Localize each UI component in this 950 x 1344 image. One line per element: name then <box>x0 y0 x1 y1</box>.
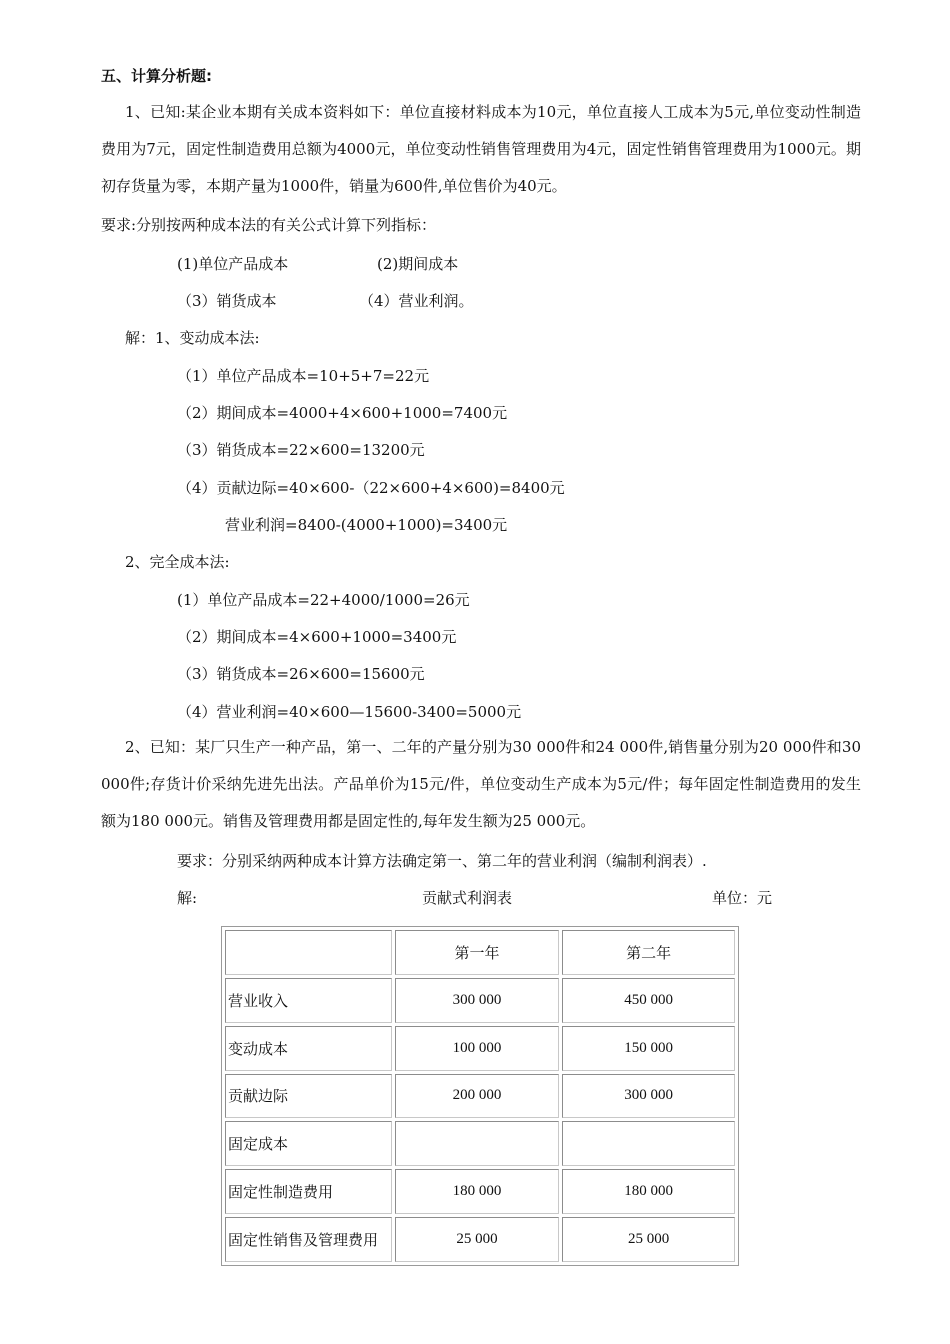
year-2-value: 150 000 <box>562 1026 735 1071</box>
table-row <box>225 1217 735 1262</box>
year-2-value <box>562 1121 735 1166</box>
requirement-item-3: （3）销货成本 <box>177 292 277 310</box>
table-title: 贡献式利润表 <box>422 889 513 907</box>
profit-table-container <box>221 926 739 1266</box>
requirement-item-1: (1)单位产品成本 <box>177 255 289 273</box>
section-title: 五、计算分析题: <box>101 67 212 85</box>
year-1-value: 25 000 <box>395 1217 560 1262</box>
full-cost-line-2: （2）期间成本=4×600+1000=3400元 <box>177 628 457 646</box>
full-cost-title: 2、完全成本法: <box>125 553 230 571</box>
variable-cost-line-5: 营业利润=8400-(4000+1000)=3400元 <box>225 516 508 534</box>
table-row <box>225 1074 735 1119</box>
header-cell-year-2: 第二年 <box>562 930 735 975</box>
variable-cost-line-2: （2）期间成本=4000+4×600+1000=7400元 <box>177 404 508 422</box>
year-1-value: 200 000 <box>395 1074 560 1119</box>
header-cell-year-1: 第一年 <box>395 930 560 975</box>
variable-cost-line-4: （4）贡献边际=40×600-（22×600+4×600)=8400元 <box>177 479 565 497</box>
variable-cost-line-3: （3）销货成本=22×600=13200元 <box>177 441 425 459</box>
solution-1-intro: 解：1、变动成本法: <box>125 329 260 347</box>
year-2-value: 25 000 <box>562 1217 735 1262</box>
row-label: 贡献边际 <box>225 1074 392 1119</box>
year-1-value: 300 000 <box>395 978 560 1023</box>
row-label: 固定性制造费用 <box>225 1169 392 1214</box>
table-unit: 单位：元 <box>712 889 773 907</box>
header-cell-blank <box>225 930 392 975</box>
full-cost-line-4: （4）营业利润=40×600—15600-3400=5000元 <box>177 703 522 721</box>
solution-2-label: 解: <box>177 889 198 907</box>
year-2-value: 450 000 <box>562 978 735 1023</box>
row-label: 变动成本 <box>225 1026 392 1071</box>
table-row <box>225 1121 735 1166</box>
question-2-text: 2、已知：某厂只生产一种产品，第一、二年的产量分别为30 000件和24 000件,销售量分别为20 000件和30 000件;存货计价采纳先进先出法。产品单价为15元/件，单位变动生产成本为5元/件；每年固定性制造费用的发生额为180 000元。销售及管理费用都是固定性的,每年发生额为25 000元。 <box>101 738 861 830</box>
row-label: 固定性销售及管理费用 <box>225 1217 392 1262</box>
variable-cost-line-1: （1）单位产品成本=10+5+7=22元 <box>177 367 430 385</box>
question-1-text: 1、已知:某企业本期有关成本资料如下：单位直接材料成本为10元，单位直接人工成本为5元,单位变动性制造费用为7元，固定性制造费用总额为4000元，单位变动性销售管理费用为4元，固定性销售管理费用为1000元。期初存货量为零，本期产量为1000件，销量为600件,单位售价为40元。 <box>101 103 861 195</box>
year-1-value: 100 000 <box>395 1026 560 1071</box>
table-row <box>225 1169 735 1214</box>
row-label: 营业收入 <box>225 978 392 1023</box>
requirement-item-2: (2)期间成本 <box>377 255 459 273</box>
table-header-row <box>225 930 735 975</box>
contribution-profit-table <box>221 926 739 1266</box>
full-cost-line-1: (1）单位产品成本=22+4000/1000=26元 <box>177 591 470 609</box>
row-label: 固定成本 <box>225 1121 392 1166</box>
year-2-value: 180 000 <box>562 1169 735 1214</box>
question-2-requirement: 要求：分别采纳两种成本计算方法确定第一、第二年的营业利润（编制利润表）. <box>177 852 707 870</box>
table-row <box>225 978 735 1023</box>
requirement-item-4: （4）营业利润。 <box>359 292 474 310</box>
year-1-value <box>395 1121 560 1166</box>
year-2-value: 300 000 <box>562 1074 735 1119</box>
table-row <box>225 1026 735 1071</box>
full-cost-line-3: （3）销货成本=26×600=15600元 <box>177 665 425 683</box>
question-1-requirement: 要求:分别按两种成本法的有关公式计算下列指标： <box>101 216 437 234</box>
year-1-value: 180 000 <box>395 1169 560 1214</box>
